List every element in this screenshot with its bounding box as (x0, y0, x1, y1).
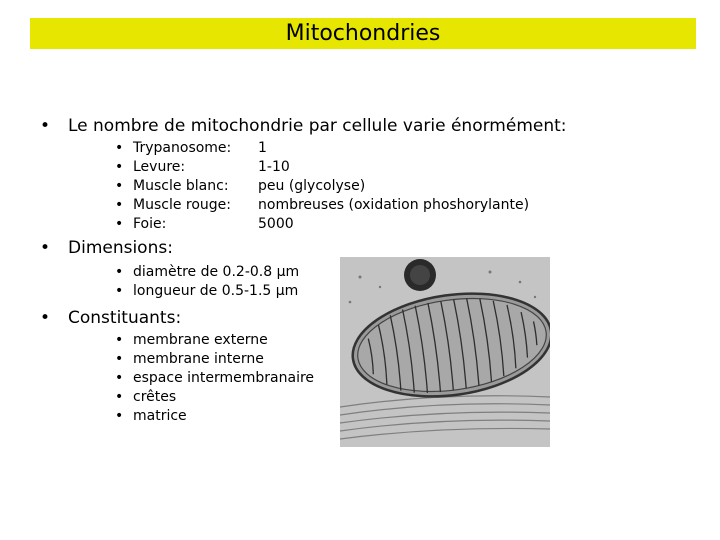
intro-table (115, 139, 529, 234)
list-item (115, 407, 314, 426)
bullet-dot: • (115, 264, 124, 280)
list-item (115, 282, 299, 301)
row-value: 1 (258, 140, 267, 156)
table-row (115, 177, 529, 196)
constituants-heading: Constituants: (68, 308, 182, 328)
row-label: Muscle blanc: (133, 178, 229, 194)
list-item-text: membrane interne (133, 351, 264, 367)
bullet-dot: • (40, 116, 51, 136)
table-row (115, 158, 529, 177)
list-item (115, 388, 314, 407)
row-value: 5000 (258, 216, 294, 232)
list-item-text: longueur de 0.5-1.5 μm (133, 283, 299, 299)
list-item-text: crêtes (133, 389, 177, 405)
dimensions-list (115, 263, 299, 301)
list-item-text: espace intermembranaire (133, 370, 315, 386)
bullet-dot: • (115, 197, 124, 213)
bullet-constituants (40, 308, 181, 328)
slide-title: Mitochondries (30, 18, 696, 49)
row-label: Levure: (133, 159, 186, 175)
mitochondrion-micrograph (340, 257, 550, 447)
list-item (115, 331, 314, 350)
bullet-dot: • (40, 238, 51, 258)
list-item (115, 369, 314, 388)
bullet-intro (40, 116, 567, 136)
bullet-dot: • (115, 159, 124, 175)
table-row (115, 215, 529, 234)
row-label: Muscle rouge: (133, 197, 231, 213)
row-label: Foie: (133, 216, 167, 232)
list-item-text: matrice (133, 408, 187, 424)
bullet-dot: • (115, 351, 124, 367)
row-value: 1-10 (258, 159, 290, 175)
list-item-text: membrane externe (133, 332, 268, 348)
bullet-dimensions (40, 238, 173, 258)
row-label: Trypanosome: (133, 140, 232, 156)
micrograph-drawing (340, 257, 550, 447)
bullet-dot: • (115, 283, 124, 299)
table-row (115, 139, 529, 158)
bullet-dot: • (115, 178, 124, 194)
list-item-text: diamètre de 0.2-0.8 μm (133, 264, 300, 280)
intro-text: Le nombre de mitochondrie par cellule varie énormément: (68, 116, 567, 136)
constituants-list (115, 331, 314, 426)
bullet-dot: • (115, 370, 124, 386)
bullet-dot: • (115, 389, 124, 405)
bullet-dot: • (115, 216, 124, 232)
bullet-dot: • (40, 308, 51, 328)
bullet-dot: • (115, 408, 124, 424)
table-row (115, 196, 529, 215)
list-item (115, 350, 314, 369)
list-item (115, 263, 299, 282)
bullet-dot: • (115, 140, 124, 156)
bullet-dot: • (115, 332, 124, 348)
row-value: peu (glycolyse) (258, 178, 366, 194)
dimensions-heading: Dimensions: (68, 238, 173, 258)
row-value: nombreuses (oxidation phoshorylante) (258, 197, 530, 213)
